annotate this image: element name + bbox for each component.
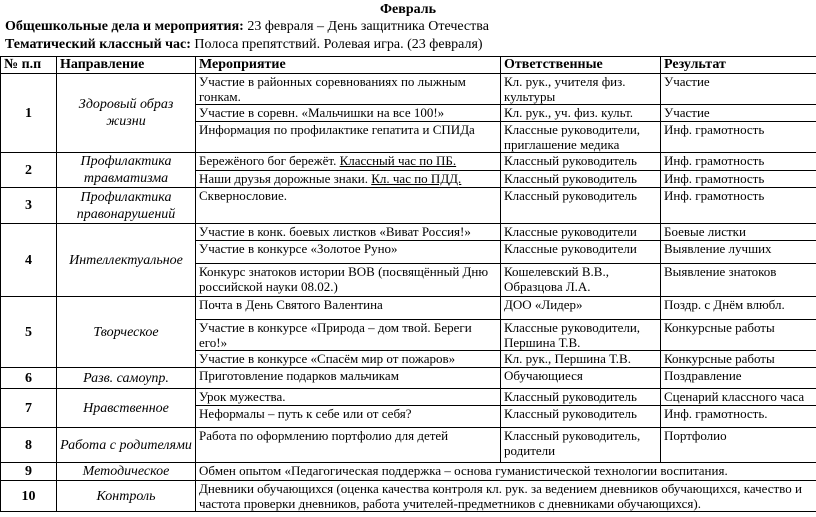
- result-cell: Конкурсные работы: [661, 320, 816, 351]
- table-row: [1, 463, 816, 481]
- class-hour-text: Полоса препятствий. Ролевая игра. (23 февраля): [191, 37, 483, 52]
- table-row: [1, 368, 816, 389]
- result-cell: Выявление лучших: [661, 241, 816, 264]
- event-cell: Конкурс знатоков истории ВОВ (посвящённый Дню российской науки 08.02.): [196, 264, 501, 297]
- event-underlined-text: Кл. час по ПДД.: [371, 171, 461, 186]
- result-cell: Сценарий классного часа: [661, 389, 816, 406]
- row-number: 5: [1, 297, 57, 368]
- responsible-cell: Классные руководители: [501, 241, 661, 264]
- event-cell: Информация по профилактике гепатита и СПИДа: [196, 122, 501, 153]
- responsible-cell: Классные руководители, Першина Т.В.: [501, 320, 661, 351]
- table-row: [1, 153, 816, 171]
- document-page: [0, 1, 816, 517]
- responsible-cell: Классный руководитель, родители: [501, 428, 661, 463]
- table-row: [1, 389, 816, 406]
- row-number: 10: [1, 481, 57, 512]
- class-hour-label: Тематический классный час:: [5, 37, 191, 52]
- row-number: 6: [1, 368, 57, 389]
- event-cell-wide: Обмен опытом «Педагогическая поддержка – основа гуманистической технологии воспитания.: [196, 463, 816, 481]
- result-cell: Поздр. с Днём влюбл.: [661, 297, 816, 320]
- table-row: [1, 74, 816, 105]
- event-cell: Неформалы – путь к себе или от себя?: [196, 406, 501, 428]
- school-events-line: [0, 18, 816, 36]
- result-cell: Поздравление: [661, 368, 816, 389]
- event-cell: Сквернословие.: [196, 188, 501, 224]
- responsible-cell: Классные руководители, приглашение медика: [501, 122, 661, 153]
- row-number: 2: [1, 153, 57, 188]
- direction-cell: Профилактика травматизма: [57, 153, 196, 188]
- row-number: 3: [1, 188, 57, 224]
- responsible-cell: ДОО «Лидер»: [501, 297, 661, 320]
- event-text: Наши друзья дорожные знаки.: [199, 171, 371, 186]
- result-cell: Портфолио: [661, 428, 816, 463]
- table-row: [1, 224, 816, 241]
- event-cell: Работа по оформлению портфолио для детей: [196, 428, 501, 463]
- row-number: 1: [1, 74, 57, 153]
- table-row: [1, 297, 816, 320]
- responsible-cell: Классный руководитель: [501, 406, 661, 428]
- table-row: [1, 188, 816, 224]
- row-number: 7: [1, 389, 57, 428]
- responsible-cell: Классный руководитель: [501, 188, 661, 224]
- event-cell: [196, 170, 501, 188]
- class-hour-line: [0, 36, 816, 54]
- responsible-cell: Классный руководитель: [501, 170, 661, 188]
- result-cell: Участие: [661, 74, 816, 105]
- event-cell: Почта в День Святого Валентина: [196, 297, 501, 320]
- responsible-cell: Обучающиеся: [501, 368, 661, 389]
- direction-cell: Профилактика правонарушений: [57, 188, 196, 224]
- table-row: [1, 481, 816, 512]
- header-num: № п.п: [1, 57, 57, 74]
- event-cell: Приготовление подарков мальчикам: [196, 368, 501, 389]
- header-direction: Направление: [57, 57, 196, 74]
- event-cell-wide: Дневники обучающихся (оценка качества контроля кл. рук. за ведением дневников обучающихся, качество и частота проверки дневников, работа учителей-предметников с дневниками обучающихся).: [196, 481, 816, 512]
- header-result: Результат: [661, 57, 816, 74]
- result-cell: Конкурсные работы: [661, 351, 816, 368]
- table-header-row: [1, 57, 816, 74]
- responsible-cell: Классные руководители: [501, 224, 661, 241]
- direction-cell: Работа с родителями: [57, 428, 196, 463]
- direction-cell: Нравственное: [57, 389, 196, 428]
- school-events-text: 23 февраля – День защитника Отечества: [244, 19, 489, 34]
- row-number: 9: [1, 463, 57, 481]
- event-cell: Участие в конкурсе «Спасём мир от пожаров»: [196, 351, 501, 368]
- direction-cell: Здоровый образ жизни: [57, 74, 196, 153]
- direction-cell: Контроль: [57, 481, 196, 512]
- result-cell: Инф. грамотность: [661, 122, 816, 153]
- plan-table: [0, 56, 816, 512]
- row-number: 4: [1, 224, 57, 297]
- result-cell: Выявление знатоков: [661, 264, 816, 297]
- header-event: Мероприятие: [196, 57, 501, 74]
- result-cell: Участие: [661, 105, 816, 122]
- direction-cell: Интеллектуальное: [57, 224, 196, 297]
- responsible-cell: Кл. рук., уч. физ. культ.: [501, 105, 661, 122]
- responsible-cell: Классный руководитель: [501, 389, 661, 406]
- event-cell: Участие в районных соревнованиях по лыжным гонкам.: [196, 74, 501, 105]
- responsible-cell: Кл. рук., учителя физ. культуры: [501, 74, 661, 105]
- event-cell: Участие в соревн. «Мальчишки на все 100!»: [196, 105, 501, 122]
- event-text: Бережёного бог бережёт.: [199, 153, 340, 168]
- result-cell: Инф. грамотность: [661, 170, 816, 188]
- direction-cell: Разв. самоупр.: [57, 368, 196, 389]
- header-responsible: Ответственные: [501, 57, 661, 74]
- month-title: Февраль: [0, 1, 816, 18]
- result-cell: Инф. грамотность.: [661, 406, 816, 428]
- result-cell: Боевые листки: [661, 224, 816, 241]
- event-cell: [196, 153, 501, 171]
- event-cell: Участие в конкурсе «Природа – дом твой. Береги его!»: [196, 320, 501, 351]
- table-row: [1, 428, 816, 463]
- school-events-label: Общешкольные дела и мероприятия:: [5, 19, 244, 34]
- row-number: 8: [1, 428, 57, 463]
- responsible-cell: Кошелевский В.В., Образцова Л.А.: [501, 264, 661, 297]
- event-cell: Участие в конкурсе «Золотое Руно»: [196, 241, 501, 264]
- result-cell: Инф. грамотность: [661, 188, 816, 224]
- result-cell: Инф. грамотность: [661, 153, 816, 171]
- responsible-cell: Кл. рук., Першина Т.В.: [501, 351, 661, 368]
- event-cell: Участие в конк. боевых листков «Виват Россия!»: [196, 224, 501, 241]
- responsible-cell: Классный руководитель: [501, 153, 661, 171]
- event-underlined-text: Классный час по ПБ.: [340, 153, 457, 168]
- direction-cell: Творческое: [57, 297, 196, 368]
- direction-cell: Методическое: [57, 463, 196, 481]
- event-cell: Урок мужества.: [196, 389, 501, 406]
